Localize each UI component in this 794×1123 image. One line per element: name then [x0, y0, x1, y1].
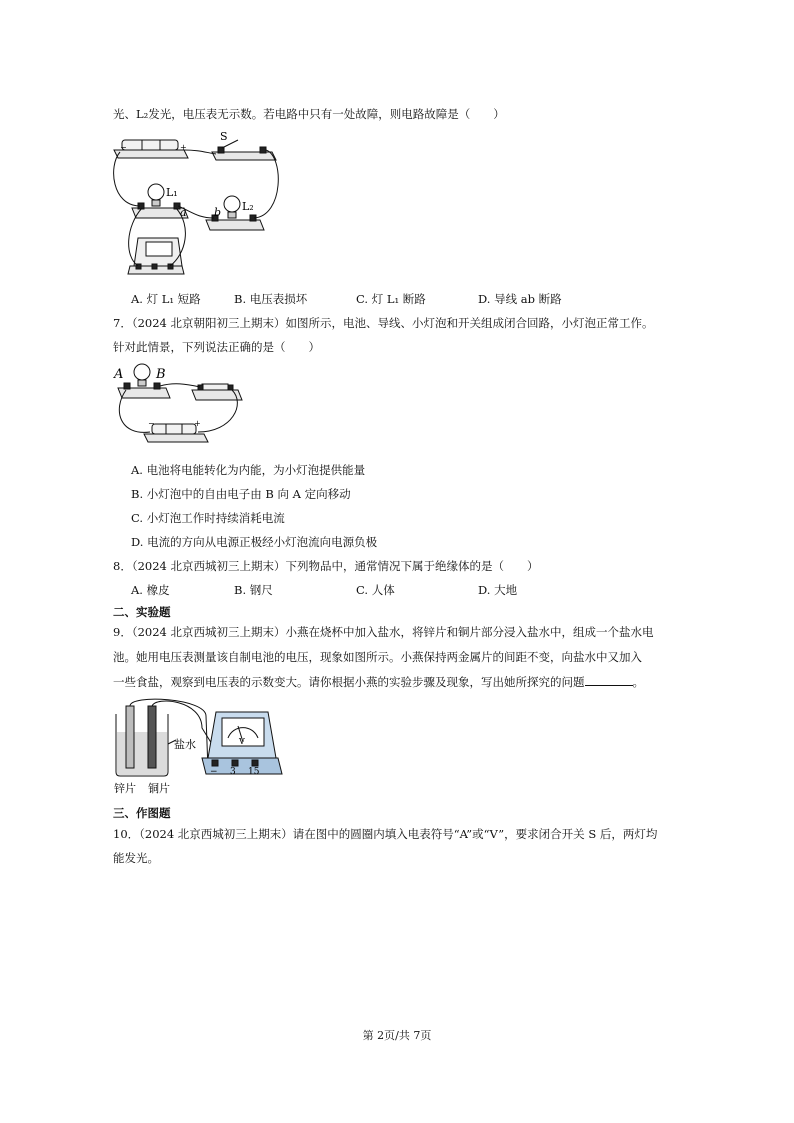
zinc-plate	[126, 706, 134, 768]
switch-s-label: S	[220, 130, 228, 143]
salt-water-label: 盐水	[174, 738, 196, 751]
salt-water	[117, 732, 167, 775]
point-b-label: B	[156, 367, 166, 382]
q8-option-d: D. 大地	[478, 583, 518, 597]
q8-stem: 8．（2024 北京西城初三上期末）下列物品中，通常情况下属于绝缘体的是（ ）	[113, 559, 539, 573]
battery-plus-label: +	[194, 419, 201, 428]
voltmeter-v-label: V	[239, 737, 245, 746]
q7-option-a: A. 电池将电能转化为内能，为小灯泡提供能量	[131, 463, 366, 477]
q10-line2: 能发光。	[113, 851, 159, 865]
battery-board	[144, 434, 208, 442]
q8-option-b: B. 钢尺	[234, 583, 273, 597]
q7-stem-line2: 针对此情景，下列说法正确的是（ ）	[113, 340, 320, 354]
q7-option-c: C. 小灯泡工作时持续消耗电流	[131, 511, 285, 525]
switch-board	[192, 390, 242, 400]
q6-option-b: B. 电压表损坏	[234, 292, 308, 306]
zinc-label: 锌片	[114, 782, 136, 795]
battery-minus-label: −	[148, 419, 155, 428]
copper-plate	[148, 706, 156, 768]
q8-option-a: A. 橡皮	[131, 583, 170, 597]
answer-blank[interactable]	[585, 674, 633, 686]
point-a-label: a	[180, 206, 187, 219]
q6-option-a: A. 灯 L₁ 短路	[131, 292, 201, 306]
lamp2-label: L₂	[242, 200, 254, 213]
q9-line3: 一些食盐，观察到电压表的示数变大。请你根据小燕的实验步骤及现象，写出她所探究的问题 。	[113, 675, 644, 689]
lamp1-label: L₁	[166, 186, 178, 199]
q6-circuit-figure	[108, 126, 288, 288]
terminal-3-label: 3	[230, 767, 236, 777]
wire	[160, 384, 200, 387]
point-a-label: A	[114, 367, 124, 382]
terminal-minus-label: −	[210, 767, 218, 777]
copper-label: 铜片	[148, 782, 170, 795]
battery-plus-label: +	[180, 143, 187, 152]
q6-stem-tail: 光、L₂发光，电压表无示数。若电路中只有一处故障，则电路故障是（ ）	[113, 107, 505, 121]
battery-minus-label: −	[120, 143, 127, 152]
q7-circuit-figure	[108, 360, 248, 452]
q7-option-d: D. 电流的方向从电源正极经小灯泡流向电源负极	[131, 535, 378, 549]
lamp1-bulb	[148, 184, 164, 200]
q8-option-c: C. 人体	[356, 583, 395, 597]
wire	[114, 152, 140, 206]
section-heading-experiment: 二、实验题	[113, 605, 171, 619]
lamp2-bulb	[224, 196, 240, 212]
wire	[184, 150, 216, 154]
q7-option-b: B. 小灯泡中的自由电子由 B 向 A 定向移动	[131, 487, 351, 501]
q9-experiment-figure	[110, 698, 290, 798]
battery-cell	[122, 140, 178, 150]
terminal-15-label: 15	[248, 767, 260, 777]
page-footer: 第 2页/共 7页	[362, 1029, 432, 1042]
lamp-bulb	[134, 364, 150, 380]
q6-option-c: C. 灯 L₁ 断路	[356, 292, 426, 306]
point-b-label: b	[214, 206, 222, 219]
q9-line2: 池。她用电压表测量该自制电池的电压，现象如图所示。小燕保持两金属片的间距不变，向盐水中又加入	[113, 650, 642, 664]
section-heading-drawing: 三、作图题	[113, 806, 171, 820]
q10-line1: 10．（2024 北京西城初三上期末）请在图中的圆圈内填入电表符号“A”或“V”，要求闭合开关 S 后，两灯均	[113, 827, 658, 841]
battery-cell	[152, 424, 196, 434]
q6-option-d: D. 导线 ab 断路	[478, 292, 562, 306]
q9-line1: 9．（2024 北京西城初三上期末）小燕在烧杯中加入盐水，将锌片和铜片部分浸入盐水中，组成一个盐水电	[113, 625, 654, 639]
q7-stem-line1: 7．（2024 北京朝阳初三上期末）如图所示，电池、导线、小灯泡和开关组成闭合回路，小灯泡正常工作。	[113, 316, 654, 330]
